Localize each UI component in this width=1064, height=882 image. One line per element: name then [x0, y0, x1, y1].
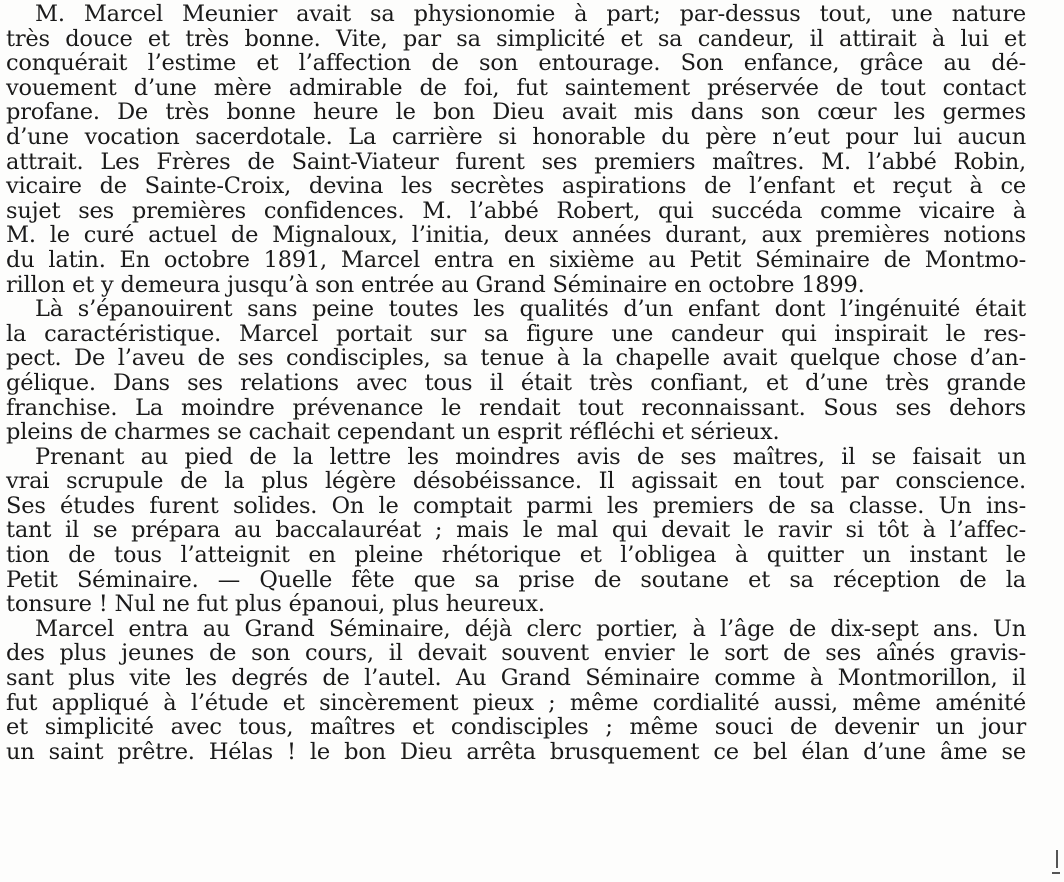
- text-line: gélique. Dans ses relations avec tous il était très confiant, et d’une très grande: [6, 369, 1026, 396]
- text-line: rillon et y demeura jusqu’à son entrée au Grand Séminaire en octobre 1899.: [6, 271, 865, 298]
- text-line: un saint prêtre. Hélas ! le bon Dieu arrêta brusquement ce bel élan d’une âme se: [6, 738, 1026, 765]
- text-line: sant plus vite les degrés de l’autel. Au Grand Séminaire comme à Montmorillon, il: [6, 665, 1026, 692]
- text-line: la caractéristique. Marcel portait sur sa figure une candeur qui inspirait le res-: [6, 320, 1026, 347]
- scan-artifact: [1056, 850, 1058, 868]
- text-line: pleins de charmes se cachait cependant un esprit réfléchi et sérieux.: [6, 419, 780, 446]
- text-line: conquérait l’estime et l’affection de son entourage. Son enfance, grâce au dé-: [6, 50, 1026, 77]
- text-line: très douce et très bonne. Vite, par sa simplicité et sa candeur, il attirait à lui et: [6, 25, 1026, 52]
- text-line: d’une vocation sacerdotale. La carrière si honorable du père n’eut pour lui aucun: [6, 123, 1026, 150]
- text-line: Ses études furent solides. On le comptait parmi les premiers de sa classe. Un ins-: [6, 492, 1026, 519]
- text-line: des plus jeunes de son cours, il devait souvent envier le sort de ses aînés gravis-: [6, 640, 1026, 667]
- text-line: M. le curé actuel de Mignaloux, l’initia, deux années durant, aux premières notions: [6, 222, 1026, 249]
- text-line: franchise. La moindre prévenance le rendait tout reconnaissant. Sous ses dehors: [6, 394, 1026, 421]
- scan-artifact: [1052, 872, 1060, 874]
- text-line: tant il se prépara au baccalauréat ; mais le mal qui devait le ravir si tôt à l’affec-: [6, 517, 1026, 544]
- text-line: vicaire de Sainte-Croix, devina les secrètes aspirations de l’enfant et reçut à ce: [6, 173, 1026, 200]
- text-line: et simplicité avec tous, maîtres et condisciples ; même souci de devenir un jour: [6, 714, 1026, 741]
- text-line: pect. De l’aveu de ses condisciples, sa tenue à la chapelle avait quelque chose d’an-: [6, 345, 1026, 372]
- text-line: vouement d’une mère admirable de foi, fut saintement préservée de tout contact: [6, 74, 1026, 101]
- text-line: Prenant au pied de la lettre les moindres avis de ses maîtres, il se faisait un: [35, 443, 1026, 470]
- paragraph-2: [6, 297, 1026, 445]
- text-line: sujet ses premières confidences. M. l’abbé Robert, qui succéda comme vicaire à: [6, 197, 1026, 224]
- paragraph-1: [6, 2, 1026, 297]
- text-line: fut appliqué à l’étude et sincèrement pieux ; même cordialité aussi, même aménité: [6, 689, 1026, 716]
- text-line: Petit Séminaire. — Quelle fête que sa prise de soutane et sa réception de la: [6, 566, 1026, 593]
- text-line: Là s’épanouirent sans peine toutes les qualités d’un enfant dont l’ingénuité était: [35, 296, 1026, 323]
- text-line: M. Marcel Meunier avait sa physionomie à part; par-dessus tout, une nature: [35, 1, 1026, 27]
- text-line: Marcel entra au Grand Séminaire, déjà clerc portier, à l’âge de dix-sept ans. Un: [35, 615, 1026, 642]
- paragraph-4: [6, 617, 1026, 765]
- text-line: attrait. Les Frères de Saint-Viateur furent ses premiers maîtres. M. l’abbé Robin,: [6, 148, 1026, 175]
- paragraph-3: [6, 445, 1026, 617]
- body-text: [6, 2, 1026, 764]
- text-line: du latin. En octobre 1891, Marcel entra en sixième au Petit Séminaire de Montmo-: [6, 246, 1026, 273]
- text-line: vrai scrupule de la plus légère désobéissance. Il agissait en tout par conscience.: [6, 468, 1026, 495]
- text-line: tonsure ! Nul ne fut plus épanoui, plus heureux.: [6, 591, 545, 618]
- text-line: tion de tous l’atteignit en pleine rhétorique et l’obligea à quitter un instant le: [6, 542, 1026, 569]
- text-line: profane. De très bonne heure le bon Dieu avait mis dans son cœur les germes: [6, 99, 1026, 126]
